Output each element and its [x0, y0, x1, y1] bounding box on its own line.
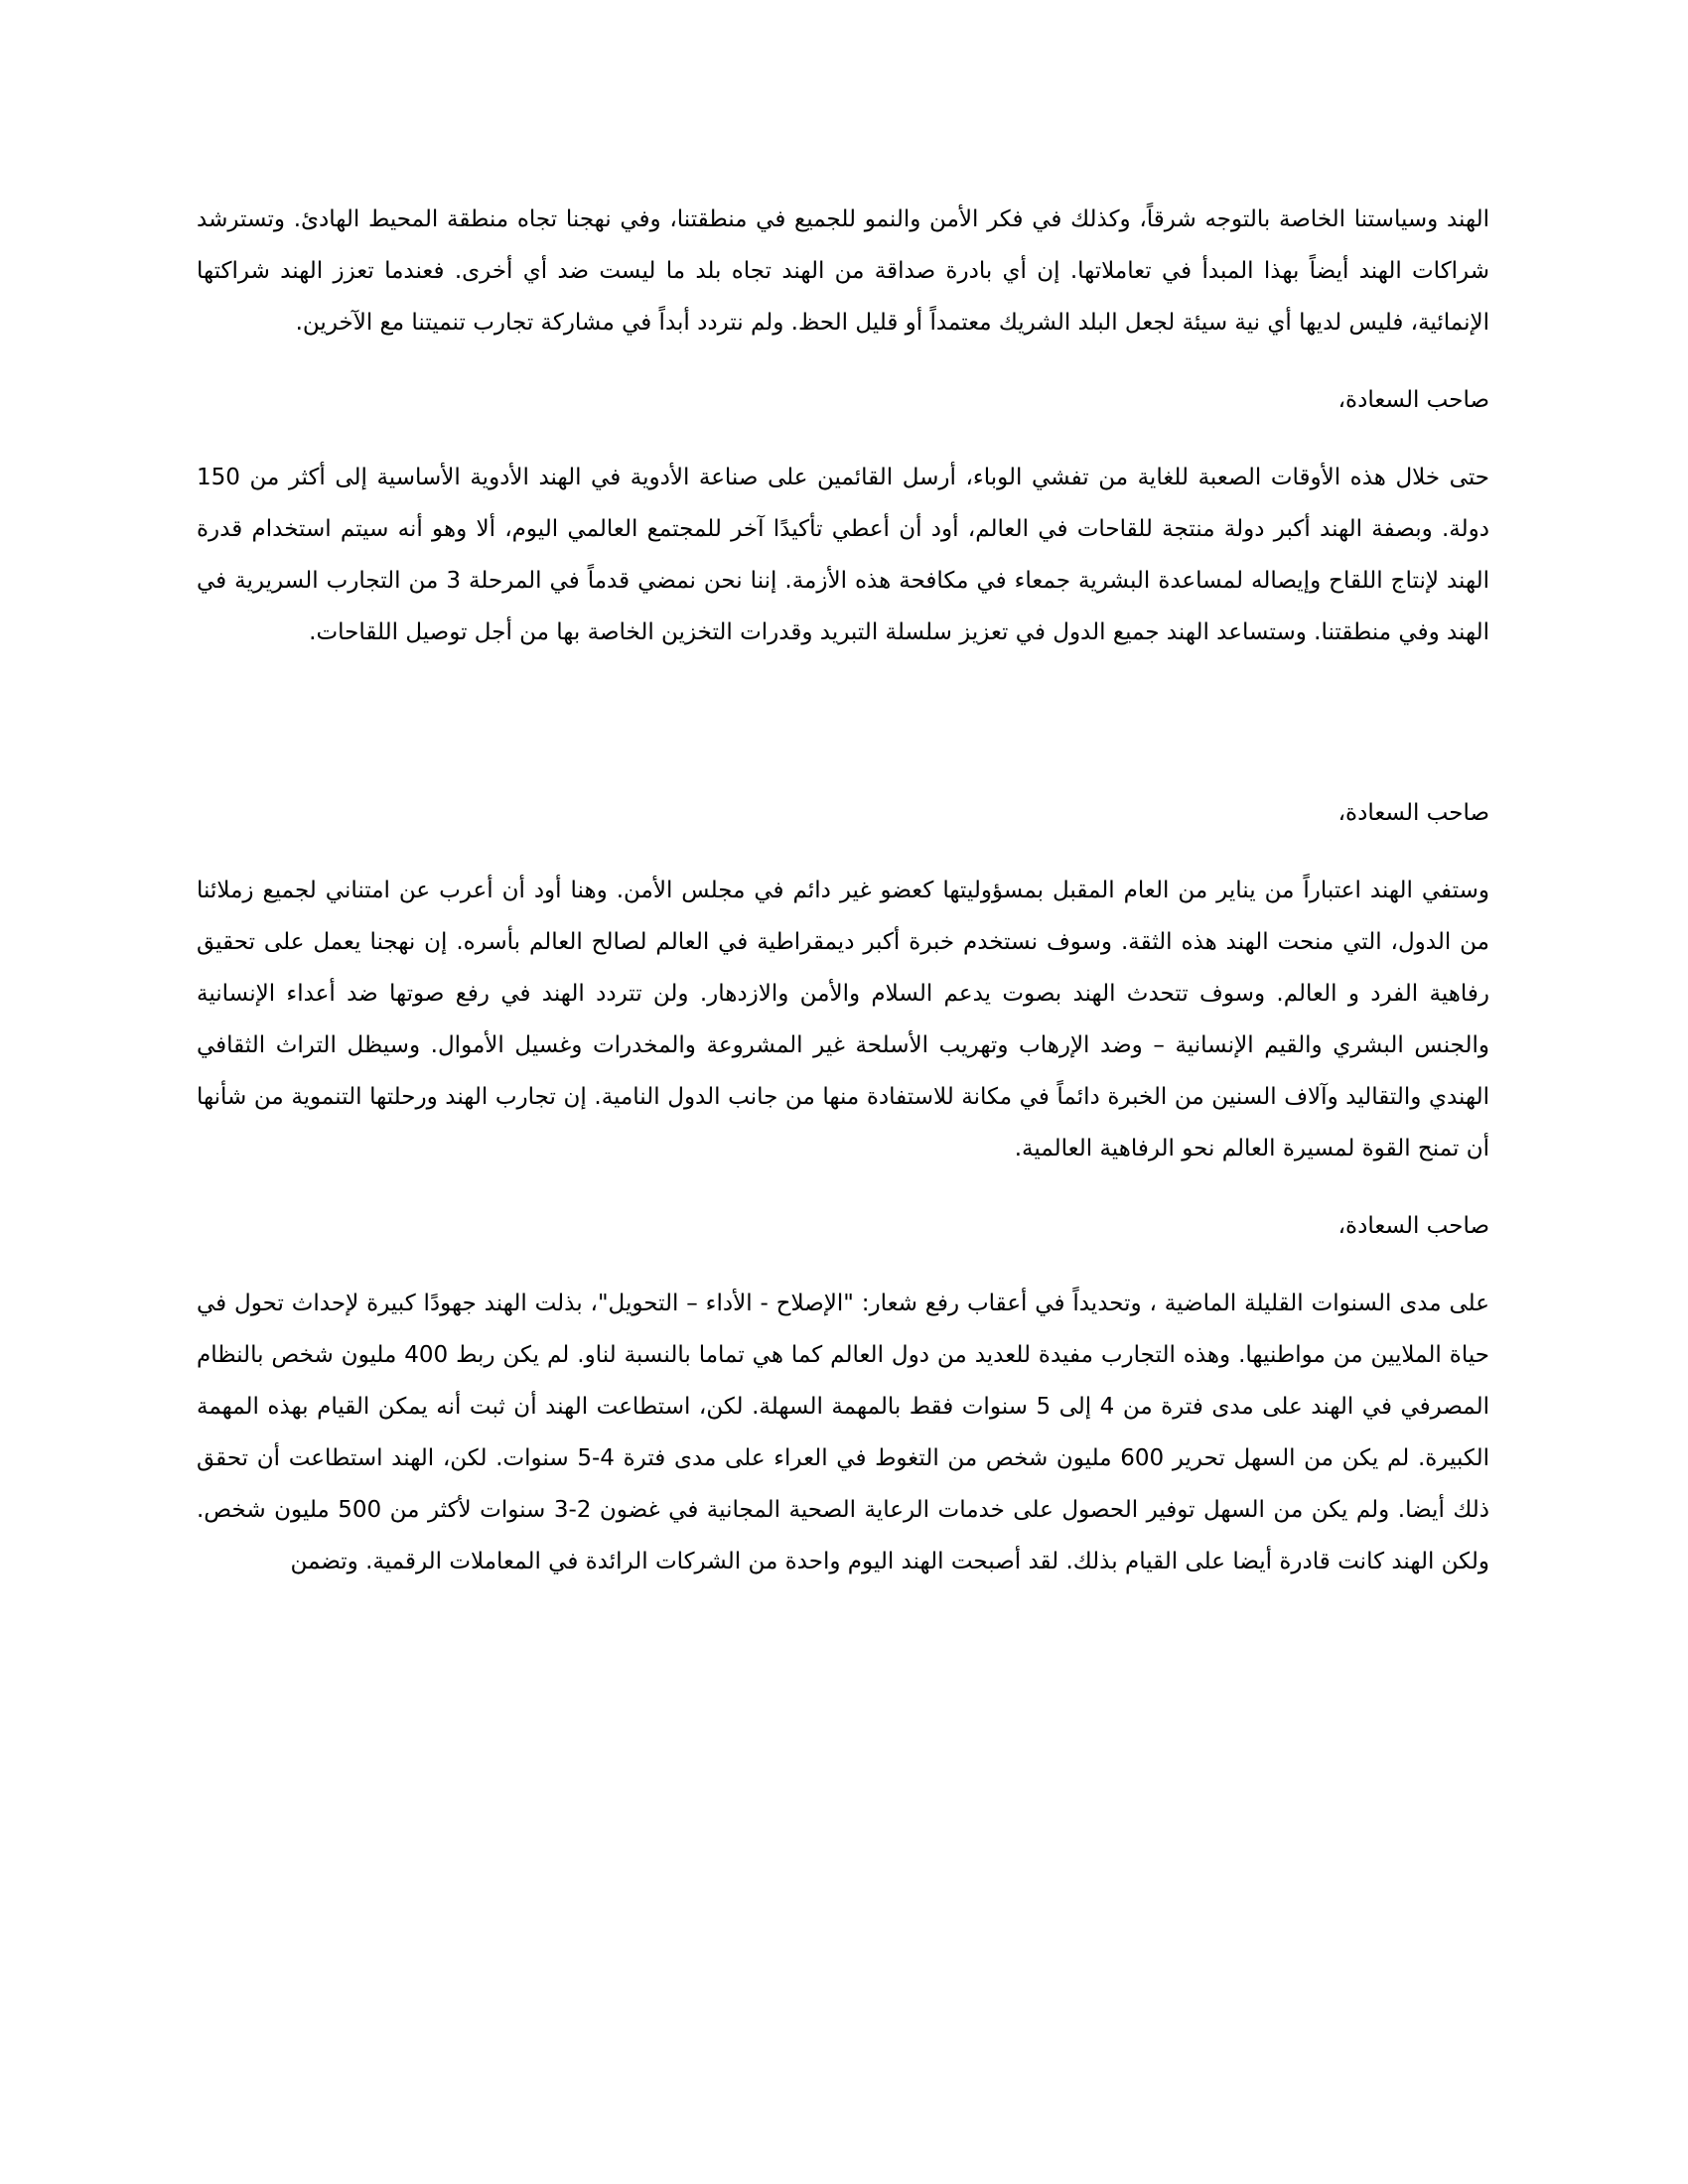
salutation-2: صاحب السعادة، — [1337, 800, 1489, 826]
paragraph-vaccines: حتى خلال هذه الأوقات الصعبة للغاية من تفشي الوباء، أرسل القائمين على صناعة الأدوية في الهند الأدوية الأساسية إلى أكثر من 150 دولة. وبصفة الهند أكبر دولة منتجة للقاحات في العالم، أود أن أعطي تأكيدًا آخر للمجتمع العالمي اليوم، ألا وهو أنه سيتم استخدام قدرة الهند لإنتاج اللقاح وإيصاله لمساعدة البشرية جمعاء في مكافحة هذه الأزمة. إننا نحن نمضي قدماً في المرحلة 3 من التجارب السريرية في الهند وفي منطقتنا. وستساعد الهند جميع الدول في تعزيز سلسلة التبريد وقدرات التخزين الخاصة بها من أجل توصيل اللقاحات. — [197, 465, 1489, 645]
paragraph-policy: الهند وسياستنا الخاصة بالتوجه شرقاً، وكذلك في فكر الأمن والنمو للجميع في منطقتنا، وفي نهجنا تجاه منطقة المحيط الهادئ. وتسترشد شراكات الهند أيضاً بهذا المبدأ في تعاملاتها. إن أي بادرة صداقة من الهند تجاه بلد ما ليست ضد أي أخرى. فعندما تعزز الهند شراكتها الإنمائية، فليس لديها أي نية سيئة لجعل البلد الشريك معتمداً أو قليل الحظ. ولم نتردد أبداً في مشاركة تجارب تنميتنا مع الآخرين. — [197, 206, 1489, 336]
paragraph-security-council: وستفي الهند اعتباراً من يناير من العام المقبل بمسؤوليتها كعضو غير دائم في مجلس الأمن. وهنا أود أن أعرب عن امتناني لجميع زملائنا من الدول، التي منحت الهند هذه الثقة. وسوف نستخدم خبرة أكبر ديمقراطية في العالم لصالح العالم بأسره. إن نهجنا يعمل على تحقيق رفاهية الفرد و العالم. وسوف تتحدث الهند بصوت يدعم السلام والأمن والازدهار. ولن تتردد الهند في رفع صوتها ضد أعداء الإنسانية والجنس البشري والقيم الإنسانية – وضد الإرهاب وتهريب الأسلحة غير المشروعة والمخدرات وغسيل الأموال. وسيظل التراث الثقافي الهندي والتقاليد وآلاف السنين من الخبرة دائماً في مكانة للاستفادة منها من جانب الدول النامية. إن تجارب الهند ورحلتها التنموية من شأنها أن تمنح القوة لمسيرة العالم نحو الرفاهية العالمية. — [197, 878, 1489, 1161]
document-body — [197, 194, 1489, 1587]
salutation-3: صاحب السعادة، — [1337, 1213, 1489, 1239]
paragraph-reform: على مدى السنوات القليلة الماضية ، وتحديداً في أعقاب رفع شعار: "الإصلاح - الأداء – التحويل"، بذلت الهند جهودًا كبيرة لإحداث تحول في حياة الملايين من مواطنيها. وهذه التجارب مفيدة للعديد من دول العالم كما هي تماما بالنسبة لناو. لم يكن ربط 400 مليون شخص بالنظام المصرفي في الهند على مدى فترة من 4 إلى 5 سنوات فقط بالمهمة السهلة. لكن، استطاعت الهند أن ثبت أنه يمكن القيام بهذه المهمة الكبيرة. لم يكن من السهل تحرير 600 مليون شخص من التغوط في العراء على مدى فترة 4-5 سنوات. لكن، الهند استطاعت أن تحقق ذلك أيضا. ولم يكن من السهل توفير الحصول على خدمات الرعاية الصحية المجانية في غضون 2-3 سنوات لأكثر من 500 مليون شخص. ولكن الهند كانت قادرة أيضا على القيام بذلك. لقد أصبحت الهند اليوم واحدة من الشركات الرائدة في المعاملات الرقمية. وتضمن — [197, 1291, 1489, 1574]
salutation-1: صاحب السعادة، — [1337, 387, 1489, 413]
